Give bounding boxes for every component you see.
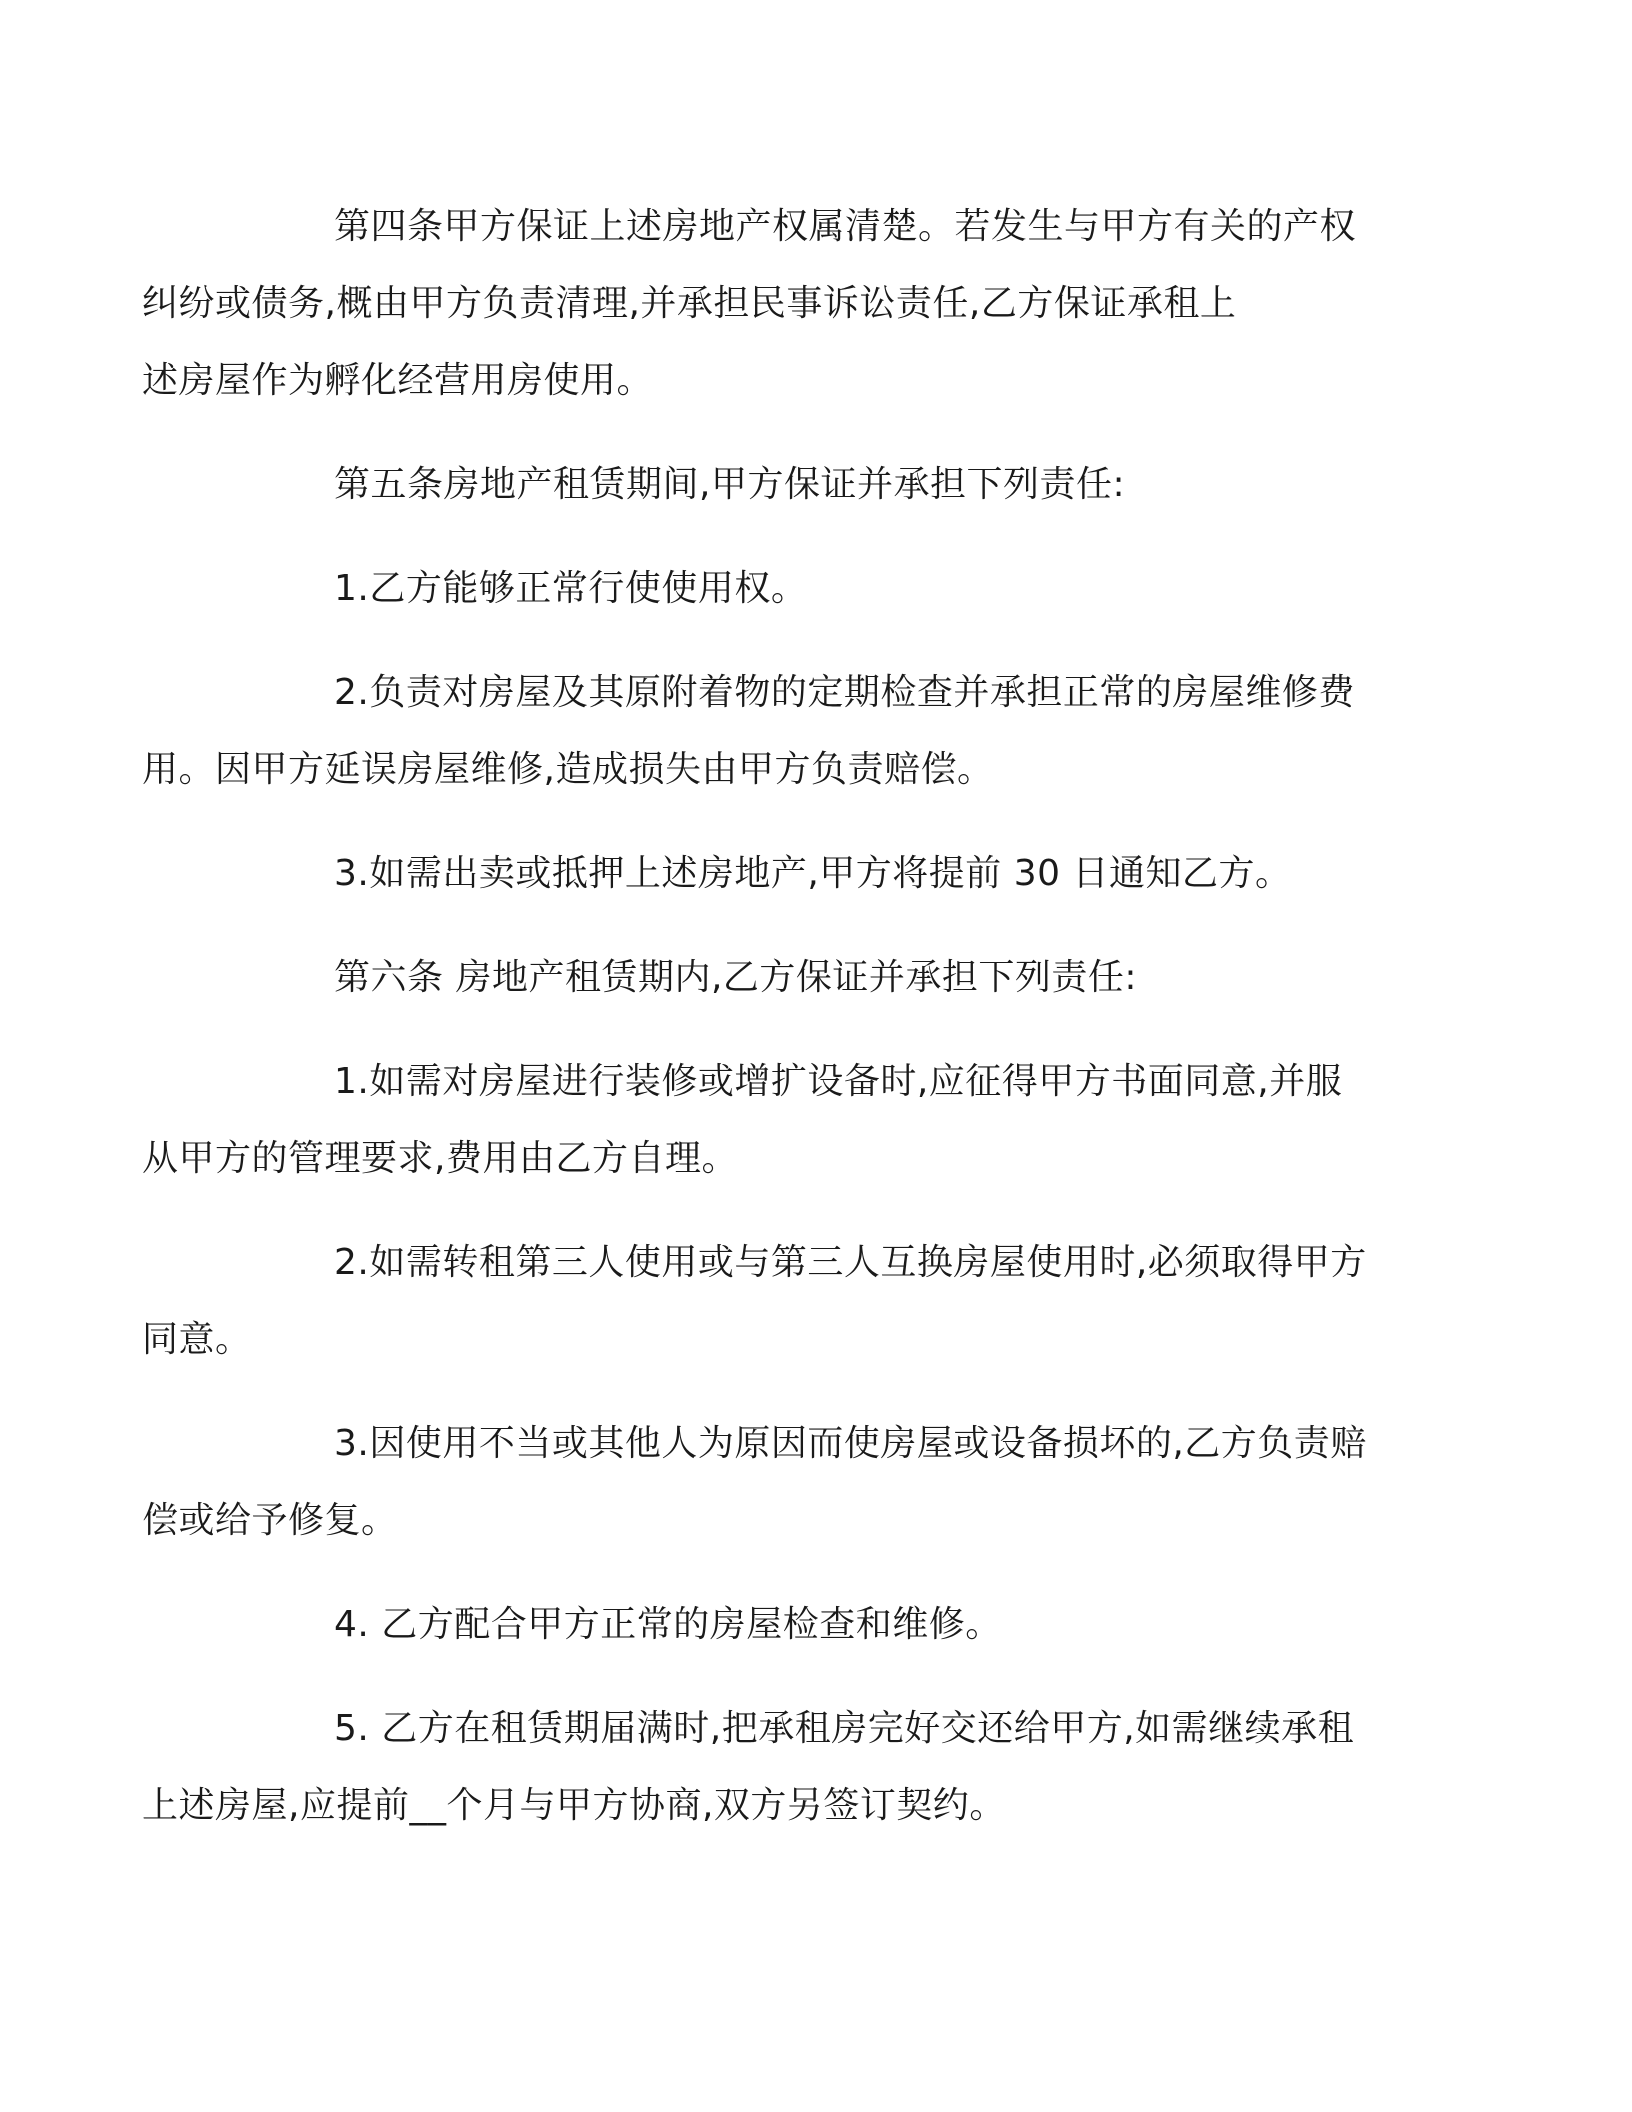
paragraph-article-6-item-1 <box>142 1043 1378 1197</box>
text-line: 第五条房地产租赁期间,甲方保证并承担下列责任: <box>334 464 1126 505</box>
paragraph-article-6-item-3 <box>142 1405 1378 1559</box>
text-line: 4. 乙方配合甲方正常的房屋检查和维修。 <box>334 1604 1002 1645</box>
text-line: 第四条甲方保证上述房地产权属清楚。若发生与甲方有关的产权 <box>334 206 1357 247</box>
text-line: 偿或给予修复。 <box>142 1500 398 1541</box>
text-line: 纠纷或债务,概由甲方负责清理,并承担民事诉讼责任,乙方保证承租上 <box>142 283 1237 324</box>
text-line: 3.因使用不当或其他人为原因而使房屋或设备损坏的,乙方负责赔 <box>334 1423 1367 1464</box>
text-line: 1.如需对房屋进行装修或增扩设备时,应征得甲方书面同意,并服 <box>334 1061 1343 1102</box>
text-line: 上述房屋,应提前__个月与甲方协商,双方另签订契约。 <box>142 1785 1006 1826</box>
text-line: 同意。 <box>142 1319 252 1360</box>
paragraph-article-5-item-1 <box>238 550 1378 627</box>
paragraph-article-5 <box>238 446 1378 523</box>
paragraph-article-6-item-5 <box>142 1690 1378 1844</box>
text-line: 从甲方的管理要求,费用由乙方自理。 <box>142 1138 738 1179</box>
text-line: 第六条 房地产租赁期内,乙方保证并承担下列责任: <box>334 957 1138 998</box>
paragraph-article-6-item-2 <box>142 1224 1378 1378</box>
text-line: 3.如需出卖或抵押上述房地产,甲方将提前 30 日通知乙方。 <box>334 853 1292 894</box>
text-line: 2.如需转租第三人使用或与第三人互换房屋使用时,必须取得甲方 <box>334 1242 1367 1283</box>
paragraph-article-6 <box>238 939 1378 1016</box>
document-body <box>142 188 1378 1871</box>
text-line: 5. 乙方在租赁期届满时,把承租房完好交还给甲方,如需继续承租 <box>334 1708 1355 1749</box>
text-line: 1.乙方能够正常行使使用权。 <box>334 568 808 609</box>
paragraph-article-5-item-3 <box>238 835 1378 912</box>
paragraph-article-5-item-2 <box>142 654 1378 808</box>
text-line: 2.负责对房屋及其原附着物的定期检查并承担正常的房屋维修费 <box>334 672 1355 713</box>
text-line: 用。因甲方延误房屋维修,造成损失由甲方负责赔偿。 <box>142 749 994 790</box>
paragraph-article-6-item-4 <box>238 1586 1378 1663</box>
paragraph-article-4 <box>142 188 1378 419</box>
text-line: 述房屋作为孵化经营用房使用。 <box>142 360 654 401</box>
